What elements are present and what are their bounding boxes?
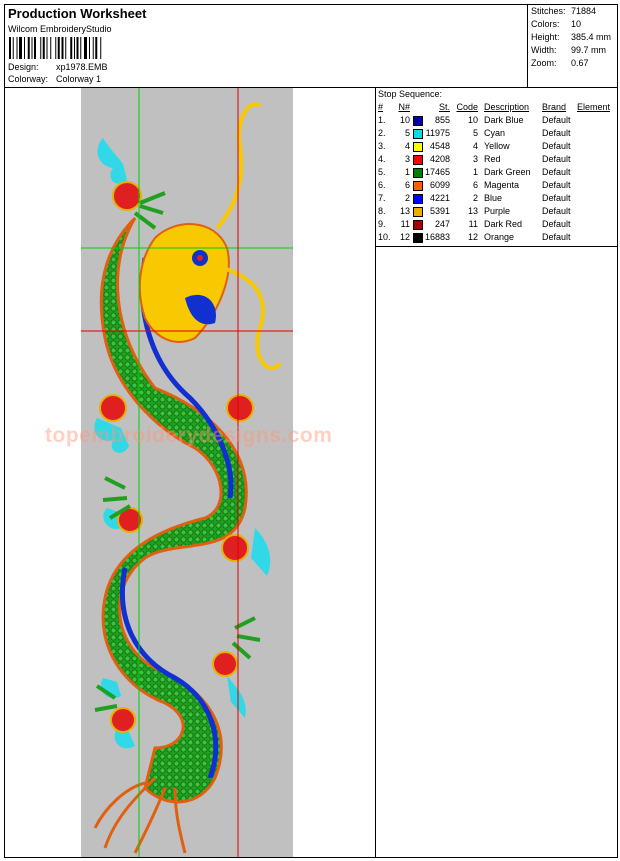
color-swatch bbox=[413, 155, 423, 165]
row-index: 8. bbox=[378, 206, 386, 216]
design-filename: xp1978.EMB bbox=[56, 62, 108, 72]
barcode-bar bbox=[55, 37, 56, 59]
row-brand: Default bbox=[542, 128, 571, 138]
stat-stitches bbox=[529, 5, 617, 18]
barcode-bar bbox=[19, 37, 22, 59]
table-row bbox=[376, 153, 617, 166]
col-header-index: # bbox=[378, 102, 384, 112]
stat-zoom bbox=[529, 57, 617, 70]
row-needle: 12 bbox=[399, 232, 410, 242]
col-header-code: Code bbox=[456, 102, 478, 112]
stat-label: Colors: bbox=[531, 19, 560, 29]
col-header-brand: Brand bbox=[542, 102, 567, 112]
barcode-bar bbox=[80, 37, 81, 59]
barcode-bar bbox=[70, 37, 72, 59]
stat-label: Stitches: bbox=[531, 6, 566, 16]
worksheet-header bbox=[5, 5, 617, 88]
barcode-bar bbox=[47, 37, 48, 59]
row-index: 9. bbox=[378, 219, 386, 229]
barcode-bar bbox=[28, 37, 30, 59]
row-code: 13 bbox=[467, 206, 478, 216]
barcode-bar bbox=[95, 37, 97, 59]
stat-value: 385.4 mm bbox=[571, 32, 612, 42]
header-info-panel bbox=[5, 5, 528, 87]
row-needle: 5 bbox=[404, 128, 410, 138]
stat-width bbox=[529, 44, 617, 57]
row-needle: 10 bbox=[399, 115, 410, 125]
col-header-element: Element bbox=[577, 102, 611, 112]
col-header-description: Description bbox=[484, 102, 530, 112]
row-description: Magenta bbox=[484, 180, 520, 190]
row-index: 4. bbox=[378, 154, 386, 164]
stat-label: Height: bbox=[531, 32, 560, 42]
colorway-info bbox=[8, 74, 101, 84]
color-swatch bbox=[413, 116, 423, 126]
barcode-bar bbox=[43, 37, 45, 59]
barcode-bar bbox=[100, 37, 101, 59]
row-brand: Default bbox=[542, 115, 571, 125]
row-needle: 11 bbox=[400, 219, 410, 229]
row-stitches: 17465 bbox=[424, 167, 450, 177]
row-brand: Default bbox=[542, 219, 571, 229]
barcode-bar bbox=[74, 37, 75, 59]
row-code: 5 bbox=[472, 128, 478, 138]
row-code: 10 bbox=[467, 115, 478, 125]
row-stitches: 4548 bbox=[429, 141, 450, 151]
barcode-bar bbox=[24, 37, 25, 59]
row-index: 3. bbox=[378, 141, 386, 151]
row-stitches: 4208 bbox=[429, 154, 450, 164]
design-info bbox=[8, 62, 108, 72]
barcode-bar bbox=[84, 37, 87, 59]
row-stitches: 5391 bbox=[429, 206, 450, 216]
table-divider bbox=[376, 246, 617, 247]
row-needle: 2 bbox=[404, 193, 410, 203]
row-stitches: 4221 bbox=[429, 193, 450, 203]
color-swatch bbox=[413, 207, 423, 217]
row-stitches: 16883 bbox=[424, 232, 450, 242]
page-title: Production Worksheet bbox=[8, 6, 147, 21]
row-code: 6 bbox=[472, 180, 478, 190]
table-row bbox=[376, 127, 617, 140]
table-row bbox=[376, 114, 617, 127]
row-index: 5. bbox=[378, 167, 386, 177]
row-code: 11 bbox=[468, 219, 478, 229]
design-stats bbox=[529, 5, 617, 70]
row-code: 2 bbox=[472, 193, 478, 203]
row-code: 4 bbox=[472, 141, 478, 151]
row-index: 6. bbox=[378, 180, 386, 190]
row-brand: Default bbox=[542, 154, 571, 164]
stop-sequence-title: Stop Sequence: bbox=[378, 89, 443, 99]
stat-value: 99.7 mm bbox=[571, 45, 607, 55]
row-brand: Default bbox=[542, 167, 571, 177]
row-stitches: 11975 bbox=[425, 128, 450, 138]
row-needle: 1 bbox=[404, 167, 410, 177]
table-row bbox=[376, 192, 617, 205]
row-code: 3 bbox=[472, 154, 478, 164]
row-index: 10. bbox=[378, 232, 391, 242]
row-brand: Default bbox=[542, 232, 571, 242]
row-index: 2. bbox=[378, 128, 386, 138]
row-description: Dark Green bbox=[484, 167, 531, 177]
design-label: Design: bbox=[8, 62, 39, 72]
row-description: Cyan bbox=[484, 128, 506, 138]
stop-sequence-table bbox=[376, 101, 617, 244]
software-name: Wilcom EmbroideryStudio bbox=[8, 24, 112, 34]
watermark-text: topembroiderydesigns.com bbox=[45, 424, 333, 447]
barcode-bar bbox=[32, 37, 33, 59]
barcode-bar bbox=[9, 37, 11, 59]
table-header-row bbox=[376, 101, 617, 114]
stat-value: 10 bbox=[571, 19, 582, 29]
row-needle: 3 bbox=[404, 154, 410, 164]
barcode-bar bbox=[65, 37, 66, 59]
stat-colors bbox=[529, 18, 617, 31]
color-swatch bbox=[413, 129, 423, 139]
barcode-bar bbox=[50, 37, 51, 59]
row-stitches: 6099 bbox=[429, 180, 450, 190]
row-stitches: 247 bbox=[434, 219, 450, 229]
row-stitches: 855 bbox=[434, 115, 450, 125]
worksheet-sheet bbox=[4, 4, 618, 858]
barcode-bar bbox=[93, 37, 94, 59]
color-swatch bbox=[413, 233, 423, 243]
row-description: Dark Blue bbox=[484, 115, 524, 125]
row-description: Red bbox=[484, 154, 501, 164]
table-row bbox=[376, 218, 617, 231]
dragon-embroidery-image bbox=[5, 88, 375, 857]
design-preview-pane bbox=[5, 88, 376, 857]
row-needle: 13 bbox=[399, 206, 410, 216]
barcode-image bbox=[9, 37, 135, 59]
barcode-bar bbox=[62, 37, 64, 59]
row-brand: Default bbox=[542, 193, 571, 203]
table-row bbox=[376, 231, 617, 244]
col-header-needle: N# bbox=[398, 102, 410, 112]
row-brand: Default bbox=[542, 206, 571, 216]
row-description: Orange bbox=[484, 232, 515, 242]
row-index: 7. bbox=[378, 193, 386, 203]
row-needle: 4 bbox=[404, 141, 410, 151]
stat-height bbox=[529, 31, 617, 44]
table-row bbox=[376, 166, 617, 179]
table-row bbox=[376, 179, 617, 192]
col-header-stitches: St. bbox=[438, 102, 450, 112]
row-code: 1 bbox=[472, 167, 478, 177]
table-row bbox=[376, 140, 617, 153]
colorway-label: Colorway: bbox=[8, 74, 49, 84]
color-swatch bbox=[413, 181, 423, 191]
stat-label: Width: bbox=[531, 45, 557, 55]
row-brand: Default bbox=[542, 141, 571, 151]
barcode-bar bbox=[58, 37, 60, 59]
stat-label: Zoom: bbox=[531, 58, 557, 68]
row-description: Dark Red bbox=[484, 219, 523, 229]
color-swatch bbox=[413, 168, 423, 178]
barcode-bar bbox=[77, 37, 79, 59]
row-index: 1. bbox=[378, 115, 386, 125]
stat-value: 0.67 bbox=[571, 58, 589, 68]
row-brand: Default bbox=[542, 180, 571, 190]
color-swatch bbox=[413, 220, 423, 230]
barcode-bar bbox=[34, 37, 36, 59]
barcode-bar bbox=[13, 37, 14, 59]
colorway-value: Colorway 1 bbox=[56, 74, 102, 84]
color-swatch bbox=[413, 194, 423, 204]
row-code: 12 bbox=[467, 232, 478, 242]
stat-value: 71884 bbox=[571, 6, 597, 16]
color-swatch bbox=[413, 142, 423, 152]
table-row bbox=[376, 205, 617, 218]
barcode-bar bbox=[40, 37, 41, 59]
row-description: Purple bbox=[484, 206, 511, 216]
barcode-bar bbox=[17, 37, 18, 59]
stop-sequence-pane bbox=[376, 88, 617, 857]
row-needle: 6 bbox=[404, 180, 410, 190]
row-description: Yellow bbox=[484, 141, 510, 151]
dragon-head bbox=[140, 104, 280, 368]
barcode-bar bbox=[89, 37, 90, 59]
row-description: Blue bbox=[484, 193, 503, 203]
